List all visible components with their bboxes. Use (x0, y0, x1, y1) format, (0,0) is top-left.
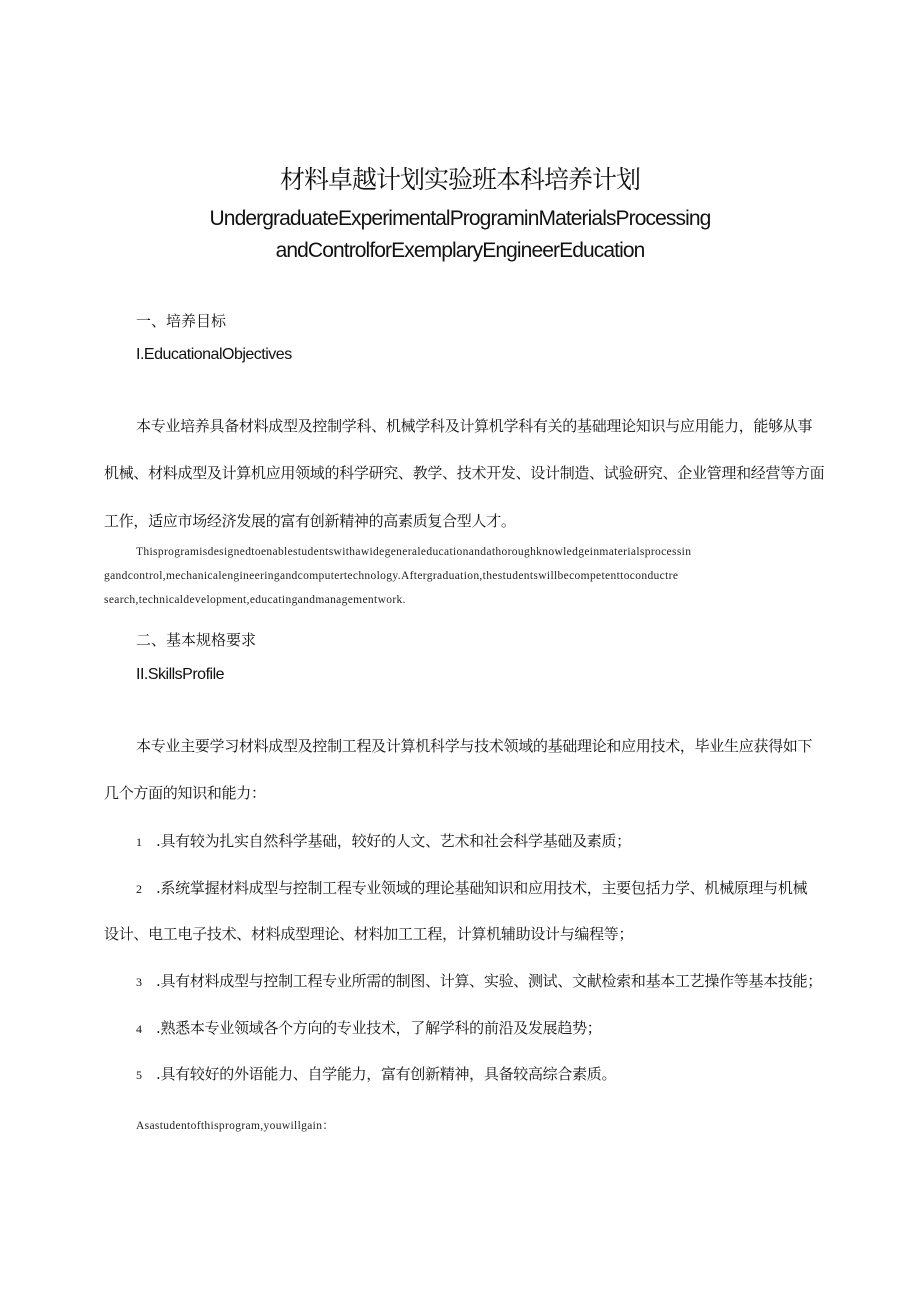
list-item (136, 877, 807, 898)
list-item-number: 1 (136, 835, 142, 849)
list-item-text: .具有材料成型与控制工程专业所需的制图、计算、实验、测试、文献检索和基本工艺操作等基本技能； (156, 972, 822, 990)
section1-paragraph-line: 机械、材料成型及计算机应用领域的科学研究、教学、技术开发、设计制造、试验研究、企业管理和经营等方面 (104, 464, 825, 482)
section1-english-paragraph-line: Thisprogramisdesignedtoenablestudentswithawidegeneraleducationandathoroughknowledgeinmaterialsprocessin (136, 546, 692, 558)
list-item-number: 4 (136, 1022, 142, 1036)
section2-intro-line: 几个方面的知识和能力： (104, 784, 266, 802)
list-item-text: .熟悉本专业领域各个方向的专业技术，了解学科的前沿及发展趋势； (156, 1019, 602, 1037)
list-item (136, 1063, 616, 1084)
list-item (136, 970, 822, 991)
title-english-line-2: andControlforExemplaryEngineerEducation (275, 239, 645, 262)
list-item (136, 1017, 601, 1038)
list-item (136, 830, 631, 851)
section2-heading-chinese: 二、基本规格要求 (136, 631, 257, 649)
section2-intro-line: 本专业主要学习材料成型及控制工程及计算机科学与技术领域的基础理论和应用技术，毕业生应获得如下 (136, 737, 813, 755)
section1-heading-english: I.EducationalObjectives (136, 346, 292, 363)
section1-heading-chinese: 一、培养目标 (136, 312, 227, 330)
section2-english-closing: Asastudentofthisprogram,youwillgain： (136, 1120, 335, 1132)
section1-english-paragraph-line: search,technicaldevelopment,educatingandmanagementwork. (104, 594, 406, 606)
list-item-number: 2 (136, 882, 142, 896)
section1-english-paragraph-line: gandcontrol,mechanicalengineeringandcomputertechnology.Aftergraduation,thestudentswillbecompetenttoconductre (104, 570, 679, 582)
section1-paragraph-line: 工作，适应市场经济发展的富有创新精神的高素质复合型人才。 (104, 512, 516, 530)
list-item-continuation: 设计、电工电子技术、材料成型理论、材料加工工程，计算机辅助设计与编程等； (104, 925, 634, 943)
list-item-text: .具有较为扎实自然科学基础，较好的人文、艺术和社会科学基础及素质； (156, 832, 631, 850)
title-english-line-1: UndergraduateExperimentalPrograminMaterialsProcessing (209, 207, 711, 230)
list-item-number: 5 (136, 1068, 142, 1082)
section1-paragraph-line: 本专业培养具备材料成型及控制学科、机械学科及计算机学科有关的基础理论知识与应用能力，能够从事 (136, 417, 813, 435)
list-item-number: 3 (136, 975, 142, 989)
list-item-text: .具有较好的外语能力、自学能力，富有创新精神，具备较高综合素质。 (156, 1065, 617, 1083)
section2-heading-english: II.SkillsProfile (136, 666, 225, 683)
title-chinese: 材料卓越计划实验班本科培养计划 (279, 165, 640, 194)
list-item-text: .系统掌握材料成型与控制工程专业领域的理论基础知识和应用技术，主要包括力学、机械原理与机械 (156, 879, 808, 897)
